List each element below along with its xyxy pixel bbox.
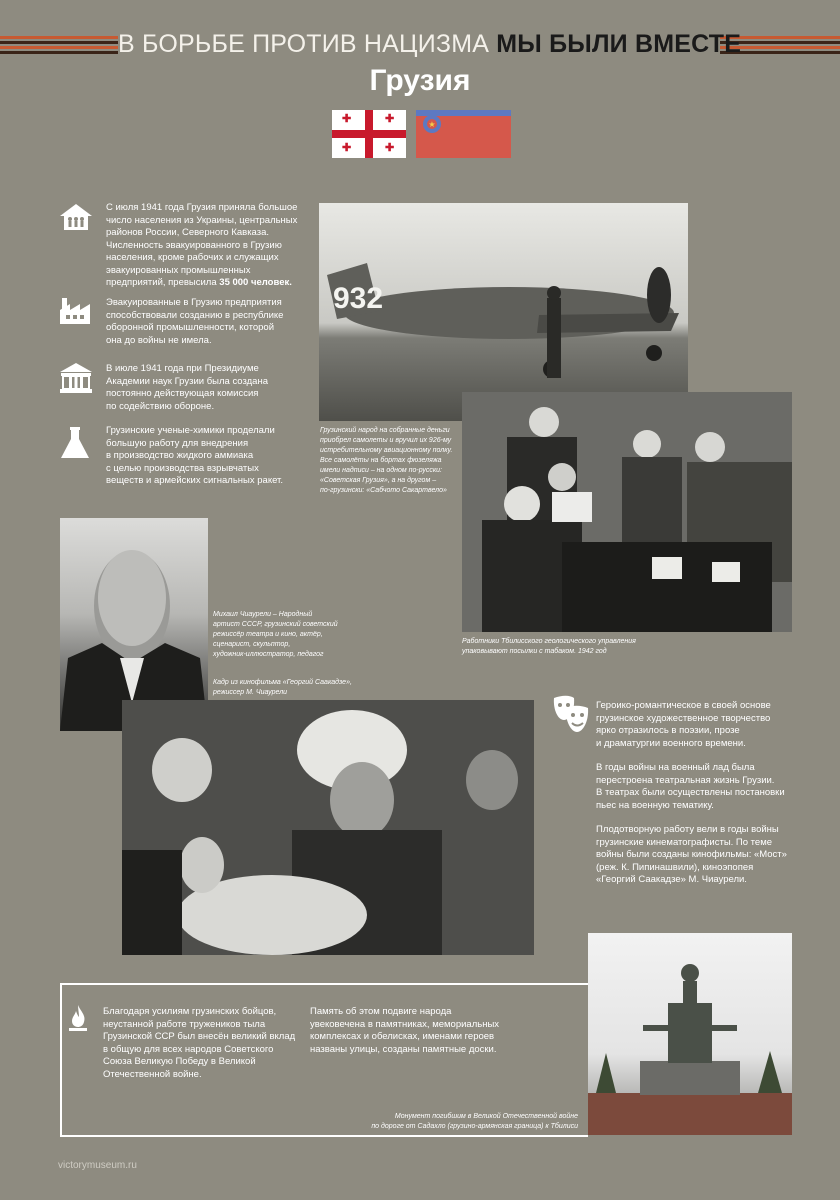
georgian-ssr-flag-icon — [416, 110, 511, 158]
plane-caption: Грузинский народ на собранные деньги приобрел самолеты и вручил их 926-му истребительному авиационному полку. Все самолёты на бортах фюзеляжа имели надписи – на одном по-русски: «Советская Грузия», а на другом – по-грузински: «Сабчото Сакартвело» — [320, 427, 453, 494]
eternal-flame-icon — [66, 1004, 90, 1034]
summary-left-text: Благодаря усилиям грузинских бойцов, неустанной работе тружеников тыла Грузинской ССР был внесён великий вклад в общую для всех народов Советского Союза Великую Победу в Великой Отечественной войне. — [103, 1006, 296, 1080]
film-caption: Кадр из кинофильма «Георгий Саакадзе», режиссер М. Чиаурели — [213, 679, 352, 696]
factory-icon — [58, 296, 92, 326]
flask-icon — [60, 426, 90, 460]
fact-evacuation: С июля 1941 года Грузия приняла большое число населения из Украины, центральных районов России, Северного Кавказа. Численность эвакуированного в Грузию населения, кроме рабочих и служащих эвакуированных промышленных предприятий, превысила 35 000 человек. — [106, 202, 298, 288]
house-family-icon — [58, 202, 94, 232]
summary-right-text: Память об этом подвиге народа увековечена в памятниках, мемориальных комплексах и обелисках, именами героев названы улицы, созданы памятные доски. — [310, 1006, 500, 1055]
fighter-plane-photo — [319, 203, 688, 421]
page-title: В БОРЬБЕ ПРОТИВ НАЦИЗМА МЫ БЫЛИ ВМЕСТЕ — [118, 30, 742, 58]
culture-text: Героико-романтическое в своей основе грузинское художественное творчество ярко отразилось в поэзии, прозе и драматургии военного времени. В годы войны на военный лад была перестроена театральная жизнь Грузии. В театрах были осуществлены постановки пьес на военную тематику. Плодотворную работу вели в годы войны грузинские кинематографисты. По теме войны были созданы кинофильмы: «Мост» (реж. К. Пипинашвили), киноэпопея «Георгий Саакадзе» М. Чиаурели. — [596, 700, 787, 885]
fact-chemists: Грузинские ученые-химики проделали большую работу для внедрения в производство жидкого аммиака с целью производства взрывчатых веществ и армейских сигнальных ракет. — [106, 425, 283, 486]
fact-academy: В июле 1941 года при Президиуме Академии наук Грузии была создана постоянно действующая комиссия по содействию обороне. — [106, 363, 268, 412]
page-subtitle: Грузия — [369, 64, 471, 97]
georgia-flag-icon: ✚ ✚ ✚ ✚ — [332, 110, 406, 158]
footer-url: victorymuseum.ru — [58, 1160, 137, 1171]
academy-building-icon — [58, 362, 94, 394]
tobacco-workers-photo — [462, 392, 792, 632]
monument-photo — [588, 933, 792, 1135]
svg-text:★: ★ — [428, 120, 436, 129]
theater-masks-icon — [552, 694, 590, 734]
fact-industry: Эвакуированные в Грузию предприятия способствовали созданию в республике оборонной промышленности, которой она до войны не имела. — [106, 297, 284, 346]
portrait-caption: Михаил Чиаурели – Народный артист СССР, грузинский советский режиссёр театра и кино, актёр, сценарист, скульптор, художник-иллюстратор, педагог — [213, 611, 338, 658]
ribbon-stripes-left — [0, 36, 118, 54]
film-still-photo — [122, 700, 534, 955]
plane-number-label: 932 — [333, 282, 384, 315]
monument-caption: Монумент погибшим в Великой Отечественной войне по дороге от Садахло (грузино-армянская граница) к Тбилиси — [371, 1113, 578, 1130]
workers-caption: Работники Тбилисского геологического управления упаковывают посылки с табаком. 1942 год — [462, 638, 636, 655]
